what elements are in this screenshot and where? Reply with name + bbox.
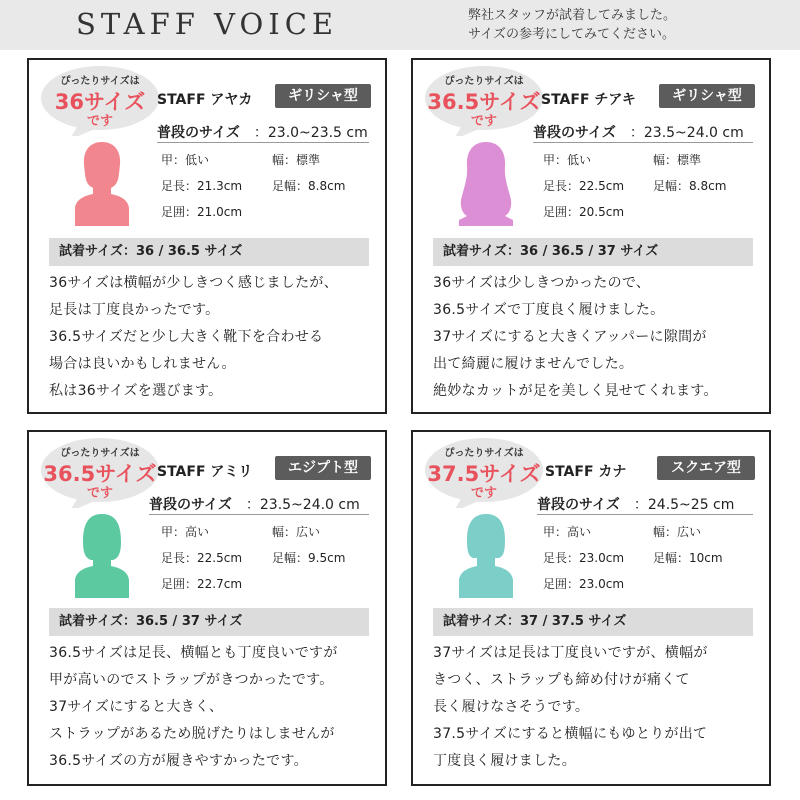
foot-width-value: 8.8cm <box>308 179 346 193</box>
width-label: 幅： <box>272 153 297 167</box>
foot-girth-value: 23.0cm <box>579 577 625 591</box>
usual-size-row <box>149 494 360 514</box>
bubble-caption: ぴったりサイズは <box>444 448 524 459</box>
staff-name: STAFF アミリ <box>157 464 253 480</box>
comment-line: 36.5サイズで丁度良く履けました。 <box>433 302 665 318</box>
fit-size-bubble <box>39 436 161 508</box>
instep-value: 低い <box>567 153 592 167</box>
comment-line: 絶妙なカットが足を美しく見せてくれます。 <box>433 383 718 399</box>
comment <box>433 270 718 405</box>
foot-length-label: 足長： <box>161 179 198 193</box>
header-note-line-2: サイズの参考にしてみてください。 <box>468 27 675 42</box>
comment <box>49 640 338 775</box>
foot-length-row <box>543 549 624 566</box>
instep-value: 高い <box>567 525 592 539</box>
long-hair-woman-silhouette-icon <box>455 138 517 226</box>
short-hair-woman-silhouette-icon <box>71 138 133 226</box>
instep-row <box>161 523 209 540</box>
foot-girth-value: 21.0cm <box>197 205 243 219</box>
usual-size-label: 普段のサイズ <box>537 497 620 513</box>
bob-hair-woman-silhouette-icon <box>455 510 517 598</box>
instep-row <box>161 151 209 168</box>
instep-label: 甲： <box>543 525 568 539</box>
tried-sizes-bar: 試着サイズ：37 / 37.5 サイズ <box>433 608 753 636</box>
foot-girth-row <box>543 575 624 592</box>
divider <box>537 514 753 515</box>
staff-card-ayaka <box>27 58 387 414</box>
bubble-caption: ぴったりサイズは <box>60 448 140 459</box>
width-label: 幅： <box>272 525 297 539</box>
instep-row <box>543 151 591 168</box>
foot-girth-label: 足囲： <box>161 205 198 219</box>
page-title: STAFF VOICE <box>76 7 339 41</box>
foot-width-row <box>653 549 723 566</box>
foot-length-label: 足長： <box>543 179 580 193</box>
width-label: 幅： <box>653 525 678 539</box>
foot-width-value: 9.5cm <box>308 551 346 565</box>
usual-size-value: ：23.5~24.0 cm <box>629 125 744 141</box>
usual-size-label: 普段のサイズ <box>157 125 240 141</box>
foot-girth-label: 足囲： <box>161 577 198 591</box>
foot-type-badge: スクエア型 <box>657 456 755 480</box>
tried-sizes-bar: 試着サイズ：36 / 36.5 サイズ <box>49 238 369 266</box>
bubble-caption: ぴったりサイズは <box>444 76 524 87</box>
fit-size-bubble <box>39 64 161 136</box>
usual-size-value: ：23.0~23.5 cm <box>253 125 368 141</box>
foot-girth-label: 足囲： <box>543 205 580 219</box>
staff-card-chiaki <box>411 58 771 414</box>
comment-line: 私は36サイズを選びます。 <box>49 383 223 399</box>
comment-line: 36サイズは少しきつかったので、 <box>433 275 651 291</box>
fit-size: 37.5サイズ <box>427 462 541 486</box>
width-value: 広い <box>296 525 321 539</box>
header-bar <box>0 0 800 50</box>
comment <box>433 640 708 775</box>
foot-width-row <box>653 177 726 194</box>
instep-value: 低い <box>185 153 210 167</box>
fit-size: 36.5サイズ <box>43 462 157 486</box>
bob-hair-woman-silhouette-icon <box>71 510 133 598</box>
staff-name: STAFF カナ <box>545 464 627 480</box>
foot-girth-row <box>161 575 242 592</box>
bubble-suffix: です <box>86 486 113 501</box>
foot-length-value: 22.5cm <box>197 551 243 565</box>
foot-length-value: 23.0cm <box>579 551 625 565</box>
foot-length-row <box>161 177 242 194</box>
instep-value: 高い <box>185 525 210 539</box>
fit-size: 36.5サイズ <box>427 90 541 114</box>
width-label: 幅： <box>653 153 678 167</box>
foot-width-row <box>272 549 345 566</box>
width-row <box>272 151 320 168</box>
foot-length-label: 足長： <box>543 551 580 565</box>
fit-size: 36サイズ <box>54 90 146 114</box>
usual-size-row <box>537 494 734 514</box>
divider <box>157 142 369 143</box>
usual-size-row <box>533 122 744 142</box>
comment-line: ストラップがあるため脱げたりはしませんが <box>49 726 335 742</box>
width-row <box>272 523 320 540</box>
header-note-line-1: 弊社スタッフが試着してみました。 <box>468 8 677 23</box>
width-value: 広い <box>677 525 702 539</box>
comment-line: 37サイズにすると大きく、 <box>49 699 224 715</box>
foot-girth-row <box>161 203 242 220</box>
usual-size-value: ：24.5~25 cm <box>633 497 735 513</box>
bubble-suffix: です <box>470 114 497 129</box>
foot-width-label: 足幅： <box>272 179 309 193</box>
instep-label: 甲： <box>161 153 186 167</box>
foot-width-label: 足幅： <box>272 551 309 565</box>
staff-card-amiri <box>27 430 387 786</box>
foot-girth-label: 足囲： <box>543 577 580 591</box>
foot-length-row <box>543 177 624 194</box>
bubble-suffix: です <box>86 114 113 129</box>
staff-name: STAFF チアキ <box>541 92 636 108</box>
instep-label: 甲： <box>161 525 186 539</box>
bubble-suffix: です <box>470 486 497 501</box>
foot-width-label: 足幅： <box>653 179 690 193</box>
comment-line: 場合は良いかもしれません。 <box>49 356 236 372</box>
comment-line: 甲が高いのでストラップがきつかったです。 <box>49 672 334 688</box>
comment <box>49 270 338 405</box>
instep-label: 甲： <box>543 153 568 167</box>
comment-line: 36.5サイズは足長、横幅とも丁度良いですが <box>49 645 338 661</box>
divider <box>149 514 369 515</box>
foot-type-badge: ギリシャ型 <box>659 84 755 108</box>
staff-name: STAFF アヤカ <box>157 92 253 108</box>
instep-row <box>543 523 591 540</box>
foot-width-value: 10cm <box>689 551 723 565</box>
foot-length-label: 足長： <box>161 551 198 565</box>
comment-line: 長く履けなさそうです。 <box>433 699 590 715</box>
foot-girth-row <box>543 203 624 220</box>
foot-length-row <box>161 549 242 566</box>
usual-size-value: ：23.5~24.0 cm <box>245 497 360 513</box>
foot-length-value: 22.5cm <box>579 179 625 193</box>
divider <box>533 142 753 143</box>
foot-width-row <box>272 177 345 194</box>
usual-size-label: 普段のサイズ <box>533 125 616 141</box>
foot-girth-value: 22.7cm <box>197 577 243 591</box>
comment-line: 37サイズにすると大きくアッパーに隙間が <box>433 329 707 345</box>
width-row <box>653 523 701 540</box>
comment-line: きつく、ストラップも締め付けが痛くて <box>433 672 690 688</box>
comment-line: 36.5サイズだと少し大きく靴下を合わせる <box>49 329 324 345</box>
tried-sizes-bar: 試着サイズ：36 / 36.5 / 37 サイズ <box>433 238 753 266</box>
header-note <box>468 6 676 44</box>
comment-line: 36サイズは横幅が少しきつく感じましたが、 <box>49 275 338 291</box>
width-row <box>653 151 701 168</box>
width-value: 標準 <box>296 153 321 167</box>
staff-card-kana <box>411 430 771 786</box>
fit-size-bubble <box>423 64 545 136</box>
foot-type-badge: ギリシャ型 <box>275 84 371 108</box>
tried-sizes-bar: 試着サイズ：36.5 / 37 サイズ <box>49 608 369 636</box>
usual-size-row <box>157 122 368 142</box>
foot-width-value: 8.8cm <box>689 179 727 193</box>
fit-size-bubble <box>423 436 545 508</box>
comment-line: 出て綺麗に履けませんでした。 <box>433 356 634 372</box>
usual-size-label: 普段のサイズ <box>149 497 232 513</box>
foot-length-value: 21.3cm <box>197 179 243 193</box>
comment-line: 丁度良く履けました。 <box>433 753 576 769</box>
comment-line: 37サイズは足長は丁度良いですが、横幅が <box>433 645 708 661</box>
foot-type-badge: エジプト型 <box>275 456 371 480</box>
bubble-caption: ぴったりサイズは <box>60 76 140 87</box>
comment-line: 37.5サイズにすると横幅にもゆとりが出て <box>433 726 708 742</box>
foot-width-label: 足幅： <box>653 551 690 565</box>
foot-girth-value: 20.5cm <box>579 205 625 219</box>
comment-line: 足長は丁度良かったです。 <box>49 302 220 318</box>
width-value: 標準 <box>677 153 702 167</box>
comment-line: 36.5サイズの方が履きやすかったです。 <box>49 753 308 769</box>
